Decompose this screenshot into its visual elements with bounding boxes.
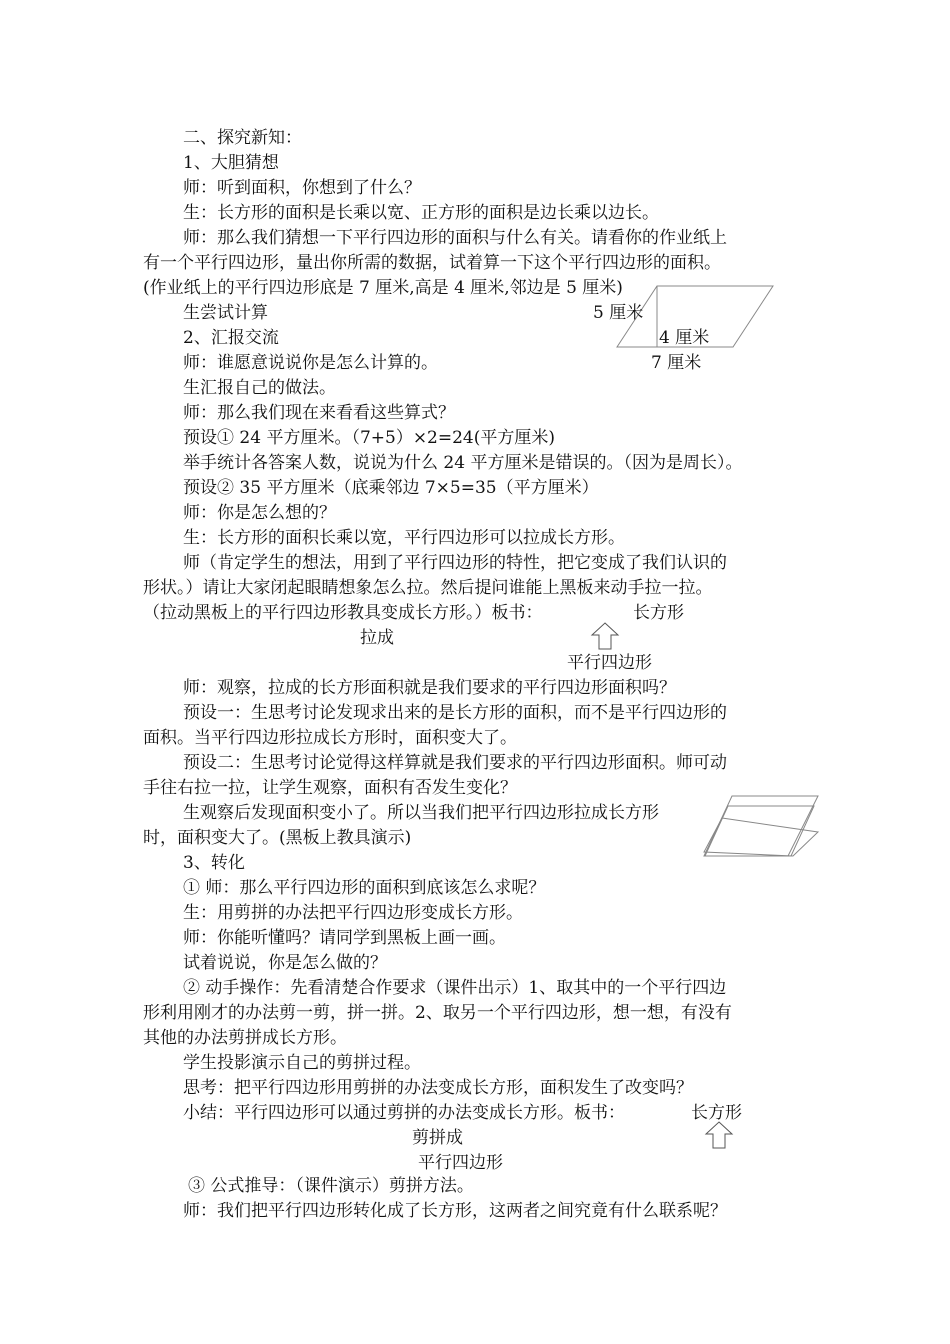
text-line: 手往右拉一拉，让学生观察，面积有否发生变化？ [143,778,517,798]
text-line: 师：你能听懂吗？请同学到黑板上画一画。 [183,928,506,948]
text-line: 学生投影演示自己的剪拼过程。 [183,1053,421,1073]
heading-explore: 二、探究新知： [183,128,302,148]
text-line: 预设一：生思考讨论发现求出来的是长方形的面积，而不是平行四边形的 [183,703,727,723]
text-line: 师（肯定学生的想法，用到了平行四边形的特性，把它变成了我们认识的 [183,553,727,573]
side-length-label: 5 厘米 [593,303,644,323]
height-label: 4 厘米 [659,328,710,348]
text-line: 其他的办法剪拼成长方形。 [143,1028,347,1048]
text-line: 师：听到面积，你想到了什么？ [183,178,421,198]
text-line: 师：那么我们现在来看看这些算式？ [183,403,455,423]
board2-rectangle-label: 长方形 [691,1103,742,1123]
text-line: 师：我们把平行四边形转化成了长方形，这两者之间究竟有什么联系呢？ [183,1201,727,1221]
text-line: 生观察后发现面积变小了。所以当我们把平行四边形拉成长方形 [183,803,659,823]
subheading-report: 2、汇报交流 [183,328,279,348]
text-line: 时，面积变大了。(黑板上教具演示) [143,828,412,848]
text-line: 小结：平行四边形可以通过剪拼的办法变成长方形。板书： [183,1103,625,1123]
text-line: 生：长方形的面积是长乘以宽、正方形的面积是边长乘以边长。 [183,203,659,223]
text-line: 预设② 35 平方厘米（底乘邻边 7×5=35（平方厘米） [183,478,599,498]
base-length-label: 7 厘米 [651,353,702,373]
text-line: 思考：把平行四边形用剪拼的办法变成长方形，面积发生了改变吗？ [183,1078,693,1098]
board1-pull-label: 拉成 [360,628,394,648]
text-line: ① 师：那么平行四边形的面积到底该怎么求呢？ [183,878,546,898]
text-line: 师：那么我们猜想一下平行四边形的面积与什么有关。请看你的作业纸上 [183,228,727,248]
subheading-transform: 3、转化 [183,853,245,873]
up-arrow-icon [590,622,620,650]
text-line: 师：谁愿意说说你是怎么计算的。 [183,353,438,373]
text-line: ③ 公式推导：（课件演示）剪拼方法。 [188,1176,474,1196]
text-line: 面积。当平行四边形拉成长方形时，面积变大了。 [143,728,517,748]
up-arrow-icon [704,1121,734,1149]
text-line: 生：用剪拼的办法把平行四边形变成长方形。 [183,903,523,923]
text-line: 生汇报自己的做法。 [183,378,336,398]
text-line: 师：观察，拉成的长方形面积就是我们要求的平行四边形面积吗？ [183,678,676,698]
board2-cut-label: 剪拼成 [412,1128,463,1148]
text-line: （拉动黑板上的平行四边形教具变成长方形。）板书： [143,603,543,623]
text-line: ② 动手操作：先看清楚合作要求（课件出示）1、取其中的一个平行四边 [183,978,727,998]
text-line: 生尝试计算 [183,303,268,323]
text-line: (作业纸上的平行四边形底是 7 厘米,高是 4 厘米,邻边是 5 厘米) [143,278,623,298]
subheading-guess: 1、大胆猜想 [183,153,279,173]
text-line: 有一个平行四边形，量出你所需的数据，试着算一下这个平行四边形的面积。 [143,253,721,273]
text-line: 生：长方形的面积长乘以宽，平行四边形可以拉成长方形。 [183,528,625,548]
board1-rectangle-label: 长方形 [633,603,684,623]
text-line: 师：你是怎么想的？ [183,503,336,523]
text-line: 形利用刚才的办法剪一剪，拼一拼。2、取另一个平行四边形，想一想，有没有 [143,1003,732,1023]
text-line: 举手统计各答案人数，说说为什么 24 平方厘米是错误的。（因为是周长）。 [183,453,743,473]
text-line: 试着说说，你是怎么做的？ [183,953,387,973]
text-line: 形状。）请让大家闭起眼睛想象怎么拉。然后提问谁能上黑板来动手拉一拉。 [143,578,713,598]
board1-parallelogram-label: 平行四边形 [567,653,652,673]
parallelogram-stack-figure [700,792,824,860]
text-line: 预设① 24 平方厘米。（7+5）×2=24(平方厘米) [183,428,556,448]
board2-parallelogram-label: 平行四边形 [418,1153,503,1173]
text-line: 预设二：生思考讨论觉得这样算就是我们要求的平行四边形面积。师可动 [183,753,727,773]
